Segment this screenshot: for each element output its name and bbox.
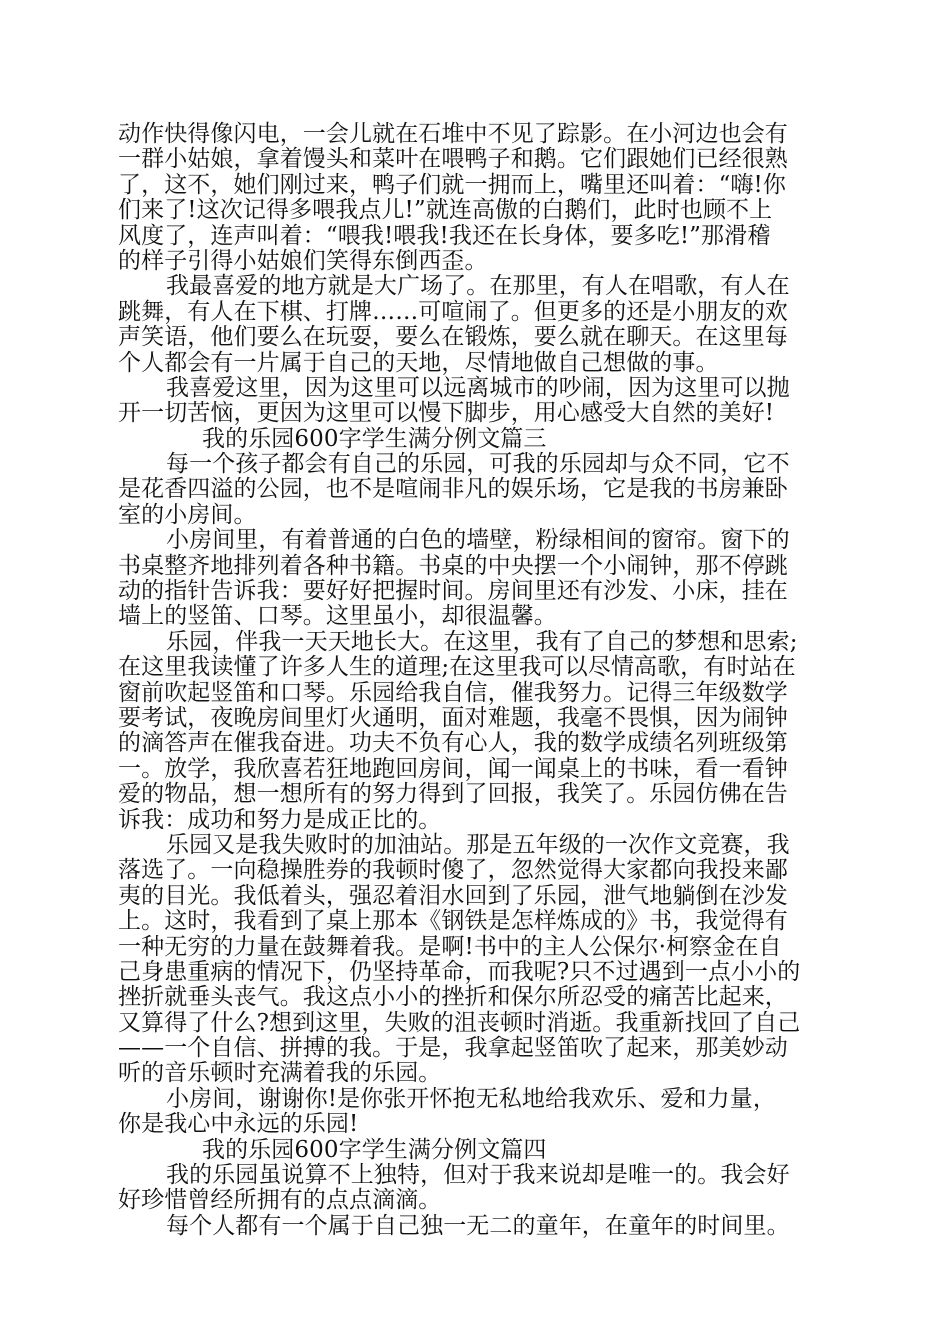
text-line: 动的指针告诉我：要好好把握时间。房间里还有沙发、小床，挂在	[118, 578, 788, 605]
text-line: 己身患重病的情况下，仍坚持革命，而我呢?只不过遇到一点小小的	[118, 958, 801, 985]
text-line: 要考试，夜晚房间里灯火通明，面对难题，我毫不畏惧，因为闹钟	[118, 704, 788, 731]
text-line: 爱的物品，想一想所有的努力得到了回报，我笑了。乐园仿佛在告	[118, 781, 788, 808]
text-line: 的滴答声在催我奋进。功夫不负有心人，我的数学成绩名列班级第	[118, 730, 788, 757]
section-heading: 我的乐园600字学生满分例文篇三	[202, 425, 547, 452]
text-line: 小房间，谢谢你!是你张开怀抱无私地给我欢乐、爱和力量，	[166, 1085, 776, 1112]
text-line: 诉我：成功和努力是成正比的。	[118, 806, 442, 833]
text-line: 上。这时，我看到了桌上那本《钢铁是怎样炼成的》书，我觉得有	[118, 908, 788, 935]
text-line: 一群小姑娘，拿着馒头和菜叶在喂鸭子和鹅。它们跟她们已经很熟	[118, 146, 788, 173]
text-line: 听的音乐顿时充满着我的乐园。	[118, 1060, 442, 1087]
document-body	[118, 122, 823, 1239]
text-line: 又算得了什么?想到这里，失败的沮丧顿时消逝。我重新找回了自己	[118, 1009, 801, 1036]
text-line: 了，这不，她们刚过来，鸭子们就一拥而上，嘴里还叫着：“嗨!你	[118, 171, 787, 198]
text-line: 乐园，伴我一天天地长大。在这里，我有了自己的梦想和思索;	[166, 628, 798, 655]
text-line: 书桌整齐地排列着各种书籍。书桌的中央摆一个小闹钟，那不停跳	[118, 552, 788, 579]
text-line: 每一个孩子都会有自己的乐园，可我的乐园却与众不同，它不	[166, 451, 790, 478]
text-line: 落选了。一向稳操胜券的我顿时傻了，忽然觉得大家都向我投来鄙	[118, 857, 788, 884]
text-line: 乐园又是我失败时的加油站。那是五年级的一次作文竞赛，我	[166, 831, 790, 858]
text-line: 窗前吹起竖笛和口琴。乐园给我自信，催我努力。记得三年级数学	[118, 679, 788, 706]
text-line: 一种无穷的力量在鼓舞着我。是啊!书中的主人公保尔·柯察金在自	[118, 933, 782, 960]
text-line: 我最喜爱的地方就是大广场了。在那里，有人在唱歌，有人在	[166, 273, 790, 300]
text-line: 我的乐园虽说算不上独特，但对于我来说却是唯一的。我会好	[166, 1162, 790, 1189]
text-line: 一。放学，我欣喜若狂地跑回房间，闻一闻桌上的书味，看一看钟	[118, 755, 788, 782]
text-line: 夷的目光。我低着头，强忍着泪水回到了乐园，泄气地躺倒在沙发	[118, 882, 788, 909]
text-line: 跳舞，有人在下棋、打牌……可喧闹了。但更多的还是小朋友的欢	[118, 298, 788, 325]
text-line: 墙上的竖笛、口琴。这里虽小，却很温馨。	[118, 603, 557, 630]
text-line: 开一切苦恼，更因为这里可以慢下脚步，用心感受大自然的美好!	[118, 400, 775, 427]
section-heading: 我的乐园600字学生满分例文篇四	[202, 1136, 547, 1163]
text-line: 挫折就垂头丧气。我这点小小的挫折和保尔所忍受的痛苦比起来，	[118, 984, 788, 1011]
text-line: 的样子引得小姑娘们笑得东倒西歪。	[118, 247, 488, 274]
text-line: 风度了，连声叫着：“喂我!喂我!我还在长身体，要多吃!”那滑稽	[118, 222, 771, 249]
text-line: 小房间里，有着普通的白色的墙壁，粉绿相间的窗帘。窗下的	[166, 527, 790, 554]
text-line: 声笑语，他们要么在玩耍，要么在锻炼，要么就在聊天。在这里每	[118, 324, 788, 351]
text-line: 好珍惜曾经所拥有的点点滴滴。	[118, 1187, 442, 1214]
text-line: 动作快得像闪电，一会儿就在石堆中不见了踪影。在小河边也会有	[118, 121, 788, 147]
text-line: 在这里我读懂了许多人生的道理;在这里我可以尽情高歌，有时站在	[118, 654, 796, 681]
text-line: 们来了!这次记得多喂我点儿!”就连高傲的白鹅们，此时也顾不上	[118, 197, 773, 224]
text-line: 室的小房间。	[118, 501, 257, 528]
text-line: 你是我心中永远的乐园!	[118, 1111, 359, 1138]
text-line: ——一个自信、拼搏的我。于是，我拿起竖笛吹了起来，那美妙动	[118, 1035, 788, 1062]
text-line: 是花香四溢的公园，也不是喧闹非凡的娱乐场，它是我的书房兼卧	[118, 476, 788, 503]
text-line: 个人都会有一片属于自己的天地，尽情地做自己想做的事。	[118, 349, 719, 376]
text-line: 我喜爱这里，因为这里可以远离城市的吵闹，因为这里可以抛	[166, 374, 790, 401]
text-line: 每个人都有一个属于自己独一无二的童年，在童年的时间里。	[166, 1212, 790, 1239]
